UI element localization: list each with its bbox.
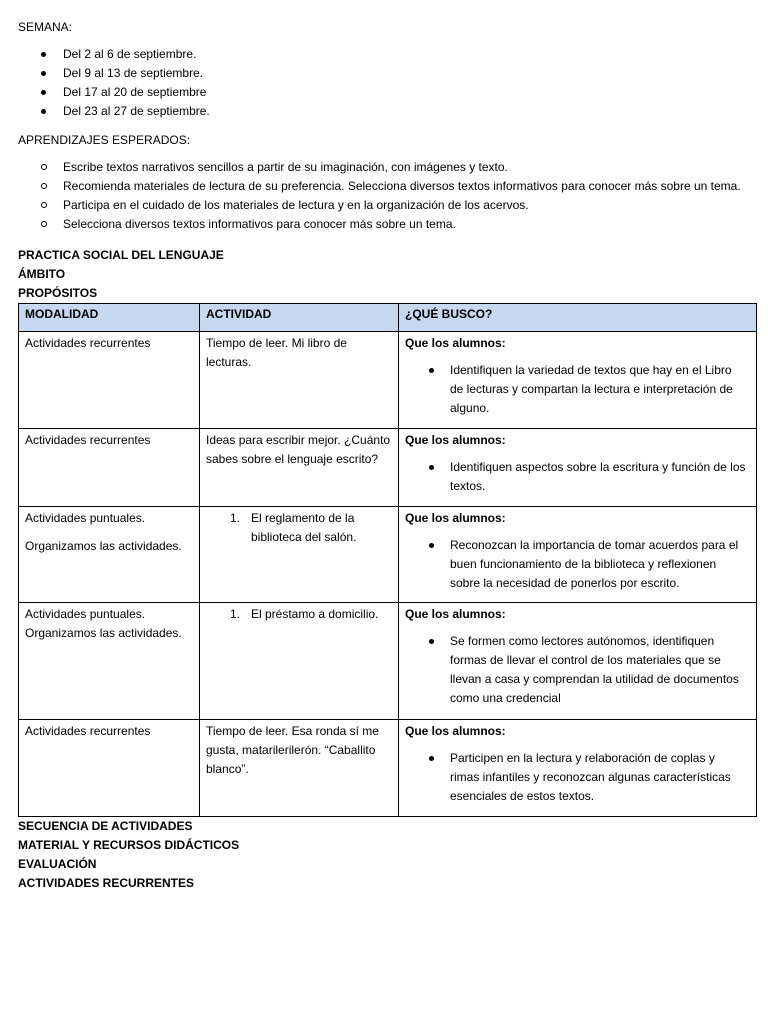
- cell-actividad: Ideas para escribir mejor. ¿Cuánto sabes sobre el lenguaje escrito?: [200, 429, 399, 507]
- item-text: El reglamento de la biblioteca del salón.: [251, 511, 357, 544]
- cell-intro: Que los alumnos:: [405, 433, 506, 447]
- cell-actividad: Tiempo de leer. Mi libro de lecturas.: [200, 332, 399, 429]
- cell-modalidad: [19, 507, 200, 603]
- cell-line: Actividades puntuales.: [25, 607, 146, 621]
- item-number: 1.: [230, 511, 241, 525]
- cell-actividad: Tiempo de leer. Esa ronda sí me gusta, matarilerilerón. “Caballito blanco”.: [200, 720, 399, 817]
- semana-list: [18, 45, 758, 121]
- cell-line: Organizamos las actividades.: [25, 626, 182, 640]
- table-row: [19, 332, 757, 429]
- document-page: [18, 18, 758, 893]
- cell-bullet: Reconozcan la importancia de tomar acuerdos para el buen funcionamiento de la biblioteca y reflexionen sobre la necesidad de ponerlos por escrito.: [405, 536, 750, 593]
- cell-modalidad: Actividades recurrentes: [19, 332, 200, 429]
- cell-line: Organizamos las actividades.: [25, 539, 182, 553]
- cell-intro: Que los alumnos:: [405, 724, 506, 738]
- item-text: El préstamo a domicilio.: [251, 607, 379, 621]
- cell-actividad: [200, 603, 399, 720]
- footer-headings: [18, 817, 758, 893]
- cell-bullet: Identifiquen aspectos sobre la escritura y función de los textos.: [405, 458, 750, 496]
- table-row: [19, 429, 757, 507]
- header-actividad: ACTIVIDAD: [200, 304, 399, 332]
- cell-que-busco: [399, 332, 757, 429]
- table-row: [19, 603, 757, 720]
- heading-evaluacion: EVALUACIÓN: [18, 857, 97, 871]
- cell-bullet: Identifiquen la variedad de textos que hay en el Libro de lecturas y compartan la lectura e interpretación de alguno.: [405, 361, 750, 418]
- heading-practica: PRACTICA SOCIAL DEL LENGUAJE: [18, 248, 224, 262]
- table-header-row: [19, 304, 757, 332]
- header-modalidad: MODALIDAD: [19, 304, 200, 332]
- cell-intro: Que los alumnos:: [405, 511, 506, 525]
- list-item: Selecciona diversos textos informativos para conocer más sobre un tema.: [18, 215, 758, 234]
- numbered-item: [206, 509, 392, 547]
- aprendizajes-title: APRENDIZAJES ESPERADOS:: [18, 133, 191, 147]
- cell-modalidad: Actividades recurrentes: [19, 429, 200, 507]
- cell-intro: Que los alumnos:: [405, 336, 506, 350]
- cell-bullet: Participen en la lectura y relaboración de coplas y rimas infantiles y reconozcan algunas características esenciales de estos textos.: [405, 749, 750, 806]
- heading-secuencia: SECUENCIA DE ACTIVIDADES: [18, 819, 193, 833]
- heading-recurrentes: ACTIVIDADES RECURRENTES: [18, 876, 195, 890]
- cell-line: Actividades puntuales.: [25, 511, 146, 525]
- list-item: Participa en el cuidado de los materiales de lectura y en la organización de los acervos.: [18, 196, 758, 215]
- item-number: 1.: [230, 607, 241, 621]
- cell-que-busco: [399, 603, 757, 720]
- cell-intro: Que los alumnos:: [405, 607, 506, 621]
- header-que-busco: ¿QUÉ BUSCO?: [399, 304, 757, 332]
- cell-que-busco: [399, 429, 757, 507]
- table-row: [19, 507, 757, 603]
- cell-que-busco: [399, 720, 757, 817]
- list-item: Del 23 al 27 de septiembre.: [18, 102, 758, 121]
- cell-actividad: [200, 507, 399, 603]
- list-item: Del 9 al 13 de septiembre.: [18, 64, 758, 83]
- list-item: Del 2 al 6 de septiembre.: [18, 45, 758, 64]
- cell-modalidad: [19, 603, 200, 720]
- cell-que-busco: [399, 507, 757, 603]
- numbered-item: [206, 605, 392, 624]
- list-item: Escribe textos narrativos sencillos a partir de su imaginación, con imágenes y texto.: [18, 158, 758, 177]
- section-headings: [18, 246, 758, 303]
- list-item: Del 17 al 20 de septiembre: [18, 83, 758, 102]
- heading-ambito: ÁMBITO: [18, 267, 66, 281]
- heading-propositos: PROPÓSITOS: [18, 286, 98, 300]
- semana-title: SEMANA:: [18, 20, 73, 34]
- activities-table: [18, 303, 757, 817]
- aprendizajes-list: [18, 158, 758, 234]
- heading-material: MATERIAL Y RECURSOS DIDÁCTICOS: [18, 838, 240, 852]
- table-row: [19, 720, 757, 817]
- list-item: Recomienda materiales de lectura de su preferencia. Selecciona diversos textos informativos para conocer más sobre un tema.: [18, 177, 758, 196]
- cell-bullet: Se formen como lectores autónomos, identifiquen formas de llevar el control de los materiales que se llevan a casa y comprendan la utilidad de documentos como una credencial: [405, 632, 750, 708]
- cell-modalidad: Actividades recurrentes: [19, 720, 200, 817]
